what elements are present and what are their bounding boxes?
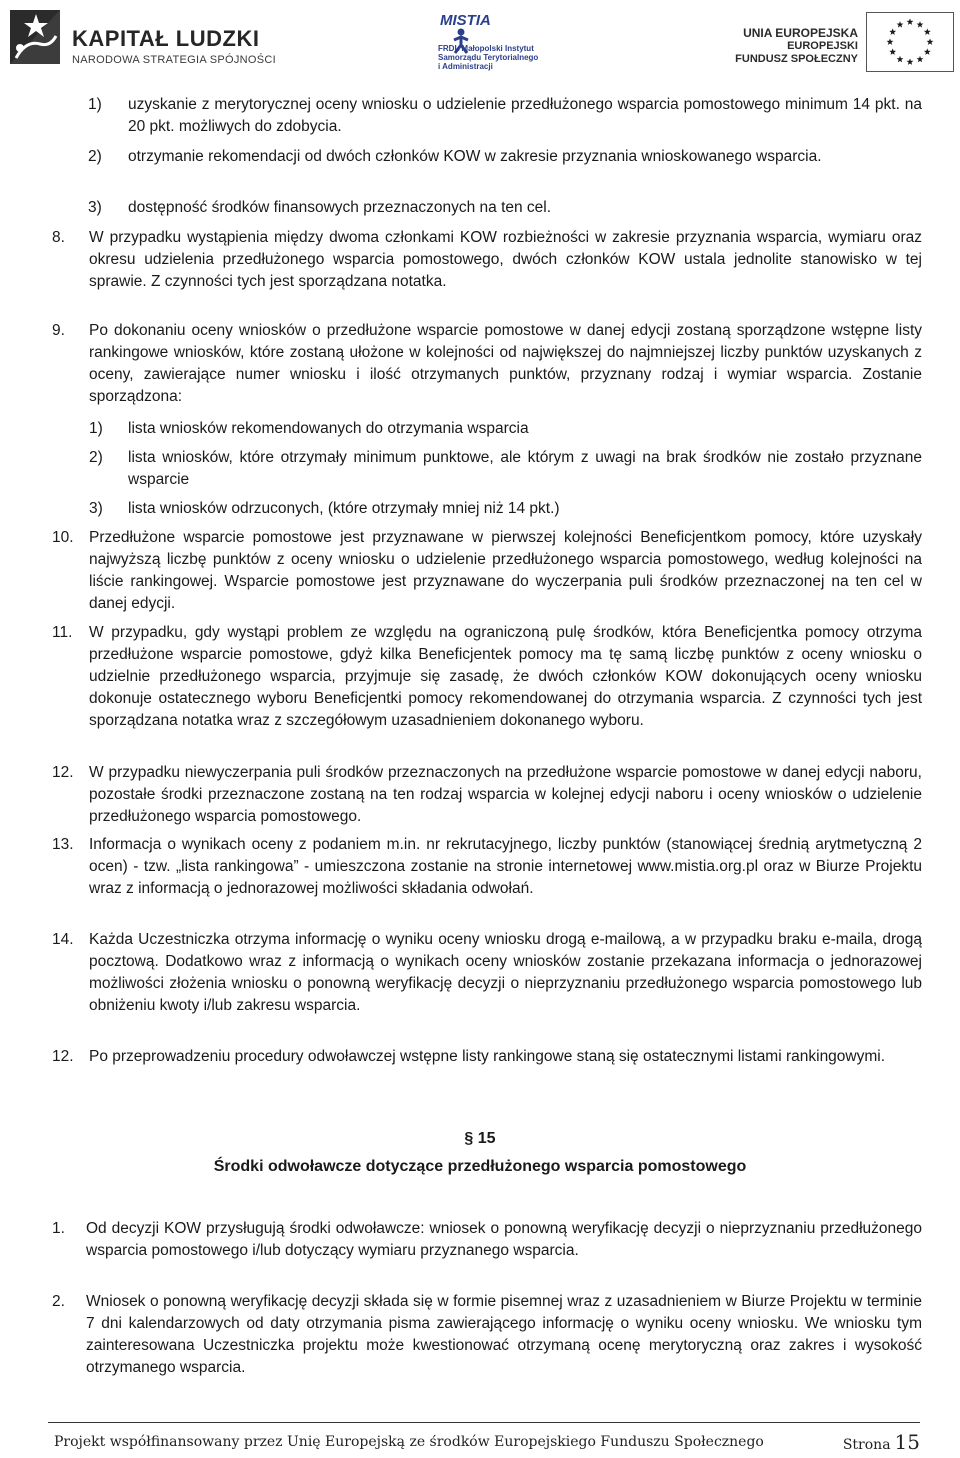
eu-logo-line2: EUROPEJSKI	[787, 40, 858, 52]
list-item-text: lista wniosków, które otrzymały minimum punktowe, ale którym z uwagi na brak środków nie zostało przyznane wsparcie	[128, 449, 922, 488]
eu-star-icon	[907, 18, 914, 25]
footer-text: Projekt współfinansowany przez Unię Europejską ze środków Europejskiego Funduszu Społecznego	[54, 1434, 764, 1450]
list-item-text: Przedłużone wsparcie pomostowe jest przyznawane w pierwszej kolejności Beneficjentkom pomocy, które uzyskały najwyższą liczbę punktów z oceny wniosku o udzielenie przedłużonego wsparcia pomostowego, według kolejności na liście rankingowej. Wsparcie pomostowe jest przyznawane do wyczerpania puli środków przeznaczonej na ten cel w danej edycji.	[89, 529, 922, 612]
list-item-text: lista wniosków odrzuconych, (które otrzymały mniej niż 14 pkt.)	[128, 500, 560, 517]
eu-star-icon	[917, 21, 924, 28]
eu-logo-line1: UNIA EUROPEJSKA	[743, 26, 858, 40]
list-item-number: 2.	[52, 1293, 65, 1310]
eu-star-icon	[889, 48, 896, 55]
footer-divider	[48, 1422, 920, 1423]
list-item-number: 2)	[88, 148, 102, 165]
list-item-text: Od decyzji KOW przysługują środki odwoławcze: wniosek o ponowną weryfikację decyzji o nieprzyznaniu przedłużonego wsparcia pomostowego i/lub dotyczący wymiaru przyznanego wsparcia.	[86, 1220, 922, 1259]
list-item-number: 1)	[88, 96, 102, 113]
list-item-number: 11.	[52, 624, 73, 641]
eu-logo-line3: FUNDUSZ SPOŁECZNY	[735, 53, 858, 65]
page-header	[0, 0, 960, 84]
page-number-value: 15	[894, 1430, 920, 1454]
list-item-number: 2)	[89, 449, 103, 466]
eu-star-icon	[927, 38, 934, 45]
list-item-number: 10.	[52, 529, 74, 546]
list-item-number: 13.	[52, 836, 74, 853]
page-label: Strona	[842, 1437, 891, 1453]
eu-star-icon	[924, 48, 931, 55]
list-item-text: Po dokonaniu oceny wniosków o przedłużone wsparcie pomostowe w danej edycji zostaną sporządzone wstępne listy rankingowe wniosków, które zostaną ułożone w kolejności od największej do najmniejszej liczby punktów uzyskanych z oceny, zawierające numer wniosku i ilość otrzymanych punktów, przyznany rodzaj i wymiar wsparcia. Zostanie sporządzona:	[89, 322, 922, 405]
section-number: § 15	[464, 1130, 496, 1147]
list-item-number: 12.	[52, 1048, 74, 1065]
list-item-text: lista wniosków rekomendowanych do otrzymania wsparcia	[128, 420, 529, 437]
kapital-ludzki-emblem-icon	[6, 6, 64, 68]
mistia-wordmark: MISTIA	[440, 12, 491, 29]
kapital-ludzki-logo	[6, 6, 276, 72]
list-item-text: uzyskanie z merytorycznej oceny wniosku o udzielenie przedłużonego wsparcia pomostowego minimum 14 pkt. na 20 pkt. możliwych do zdobycia.	[128, 96, 922, 135]
list-item-number: 3)	[88, 199, 102, 216]
eu-star-icon	[924, 28, 931, 35]
eu-star-icon	[889, 28, 896, 35]
list-item-text: Informacja o wynikach oceny z podaniem m.in. nr rekrutacyjnego, liczby punktów (stanowiącej średnią arytmetyczną 2 ocen) - tzw. „lista rankingowa” - umieszczona zostanie na stronie internetowej www.mistia.org.pl oraz w Biurze Projektu wraz z informacją o jednorazowej możliwości składania odwołań.	[89, 836, 922, 897]
mistia-institute-name: FRDL Małopolski Instytut Samorządu Terytorialnego i Administracji	[438, 44, 539, 71]
kapital-ludzki-subtitle: NARODOWA STRATEGIA SPÓJNOŚCI	[72, 54, 276, 66]
eu-star-icon	[887, 38, 894, 45]
list-item-number: 12.	[52, 764, 74, 781]
list-item-text: Każda Uczestniczka otrzyma informację o wyniku oceny wniosku drogą e-mailową, a w przypadku braku e-maila, drogą pocztową. Dodatkowo wraz z informacją o wynikach oceny wniosków zostanie przekazana informacja o jednorazowej możliwości złożenia wniosku o ponowną weryfikację decyzji o nieprzyznaniu przedłużonego wsparcia pomostowego lub obniżeniu kwoty i/lub zakresu wsparcia.	[89, 931, 922, 1014]
list-item-number: 9.	[52, 322, 65, 339]
list-item-text: W przypadku niewyczerpania puli środków przeznaczonych na przedłużone wsparcie pomostowe w danej edycji naboru, pozostałe środki przeznaczone zostaną na ten rodzaj wsparcia w kolejnej edycji naboru i oceny wniosków o udzielenie przedłużonego wsparcia pomostowego.	[89, 764, 922, 825]
list-item-text: Po przeprowadzeniu procedury odwoławczej wstępne listy rankingowe staną się ostatecznymi listami rankingowymi.	[89, 1048, 886, 1065]
list-item-number: 3)	[89, 500, 103, 517]
eu-star-icon	[897, 21, 904, 28]
list-item-text: W przypadku wystąpienia między dwoma członkami KOW rozbieżności w zakresie przyznania wsparcia, wymiaru oraz okresu udzielenia przedłużonego wsparcia pomostowego, dwóch członków KOW ustala jednolite stanowisko w tej sprawie. Z czynności tych jest sporządzana notatka.	[89, 229, 922, 290]
mistia-logo	[432, 4, 544, 78]
page-number	[843, 1430, 920, 1454]
list-item-text: W przypadku, gdy wystąpi problem ze względu na ograniczoną pulę środków, która Beneficjentka pomocy otrzyma przedłużone wsparcie pomostowe, gdyż kilka Beneficjentek pomocy ma tę samą liczbę punktów z oceny wniosku o udzielnie przedłużonego wsparcia, przyjmuje się zasadę, że dwóch członków KOW dokonujących oceny wniosku dokonuje ostatecznego wyboru Beneficjentki pomocy rekomendowanej do otrzymania wsparcia. Z czynności tych jest sporządzana notatka wraz z szczegółowym uzasadnieniem dokonanego wyboru.	[89, 624, 922, 729]
eu-star-icon	[897, 56, 904, 63]
eu-star-icon	[907, 58, 914, 65]
list-item-number: 1.	[52, 1220, 65, 1237]
list-item-text: otrzymanie rekomendacji od dwóch członków KOW w zakresie przyznania wnioskowanego wsparcia.	[128, 148, 822, 165]
eu-flag-icon	[866, 12, 954, 72]
list-item-text: dostępność środków finansowych przeznaczonych na ten cel.	[128, 199, 552, 216]
kapital-ludzki-title: KAPITAŁ LUDZKI	[72, 26, 260, 51]
list-item-number: 14.	[52, 931, 74, 948]
eu-star-icon	[917, 56, 924, 63]
list-item-text: Wniosek o ponowną weryfikację decyzji składa się w formie pisemnej wraz z uzasadnieniem w Biurze Projektu w terminie 7 dni kalendarzowych od daty otrzymania pisma zawierającego informację o wyniku oceny wniosku. We wniosku tym zainteresowana Uczestniczka projektu może kwestionować otrzymaną ocenę merytoryczną oraz zakres i wysokość otrzymanego wsparcia.	[86, 1293, 922, 1376]
section-title: Środki odwoławcze dotyczące przedłużonego wsparcia pomostowego	[213, 1158, 747, 1175]
list-item-number: 1)	[89, 420, 103, 437]
eu-logo	[735, 10, 954, 76]
list-item-number: 8.	[52, 229, 65, 246]
